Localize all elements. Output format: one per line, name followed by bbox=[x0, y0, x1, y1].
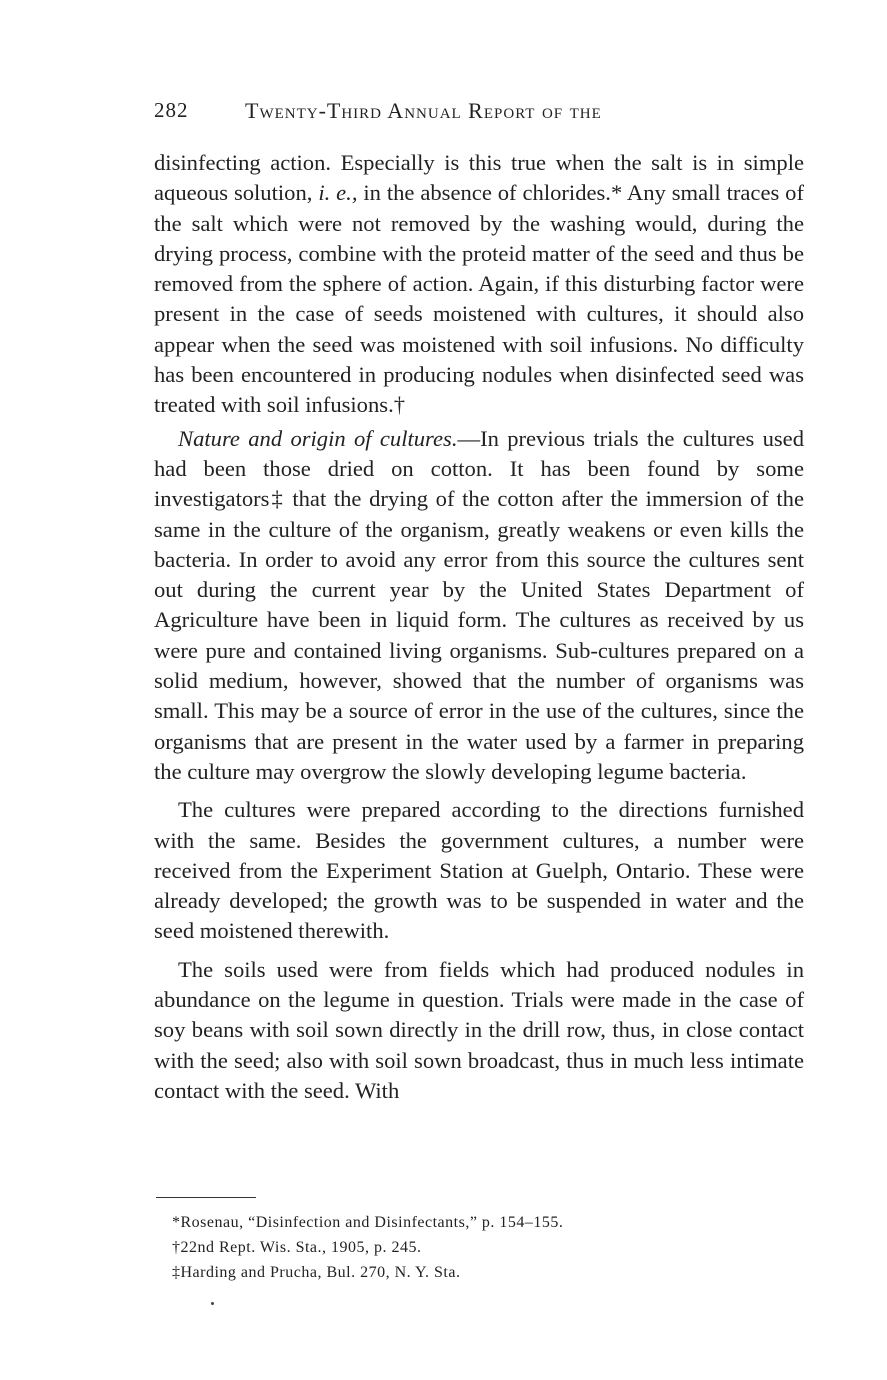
paragraph-continued bbox=[154, 148, 804, 421]
paragraph-preparation: The cultures were prepared according to the directions furnished with the same. Besides the government cultures, a number were received from the Experiment Station at Guelph, Ontario. These were already developed; the growth was to be suspended in water and the seed moistened therewith. bbox=[154, 797, 804, 944]
section-heading: Nature and origin of cultures. bbox=[178, 425, 458, 451]
page-number: 282 bbox=[154, 98, 189, 122]
paper-speck bbox=[211, 1302, 214, 1305]
paragraph-soils: The soils used were from fields which had produced nodules in abundance on the legume in question. Trials were made in the case of soy beans with soil sown directly in the drill row, thus, in close contact with the seed; also with soil sown broadcast, thus in much less intimate contact with the seed. With bbox=[154, 956, 804, 1103]
running-title: Twenty-Third Annual Report of the bbox=[245, 98, 602, 123]
running-header bbox=[154, 98, 714, 130]
footnotes bbox=[172, 1210, 772, 1285]
paragraph-cultures bbox=[154, 424, 804, 788]
paragraph-text: —In previous trials the cultures used had been those dried on cotton. It has been found by some investigators‡ that the drying of the cotton after the immersion of the same in the culture of the organism, greatly weakens or even kills the bacteria. In order to avoid any error from this source the cultures sent out during the current year by the United States Department of Agriculture have been in liquid form. The cultures as received by us were pure and contained living organisms. Sub-cultures prepared on a solid medium, however, showed that the number of organisms was small. This may be a source of error in the use of the cultures, since the organisms that are present in the water used by a farmer in preparing the culture may overgrow the slowly developing legume bacteria. bbox=[154, 425, 804, 784]
footnote-item: ‡Harding and Prucha, Bul. 270, N. Y. Sta. bbox=[172, 1264, 461, 1281]
body-text bbox=[154, 148, 804, 1106]
paragraph-text: disinfecting action. Especially is this true when the salt is in simple aqueous solution, bbox=[154, 150, 804, 206]
footnote-item: *Rosenau, “Disinfection and Disinfectants,” p. 154–155. bbox=[172, 1214, 564, 1231]
footnote-item: †22nd Rept. Wis. Sta., 1905, p. 245. bbox=[172, 1239, 422, 1256]
italic-abbreviation: i. e., bbox=[318, 180, 358, 206]
footnote-divider bbox=[156, 1197, 256, 1198]
paragraph-text: in the absence of chlorides.* Any small traces of the salt which were not removed by the washing would, during the drying process, combine with the proteid matter of the seed and thus be removed from the sphere of action. Again, if this disturbing factor were present in the case of seeds moistened with cultures, it should also appear when the seed was moistened with soil infusions. No difficulty has been encountered in producing nodules when disinfected seed was treated with soil infusions.† bbox=[154, 180, 804, 418]
